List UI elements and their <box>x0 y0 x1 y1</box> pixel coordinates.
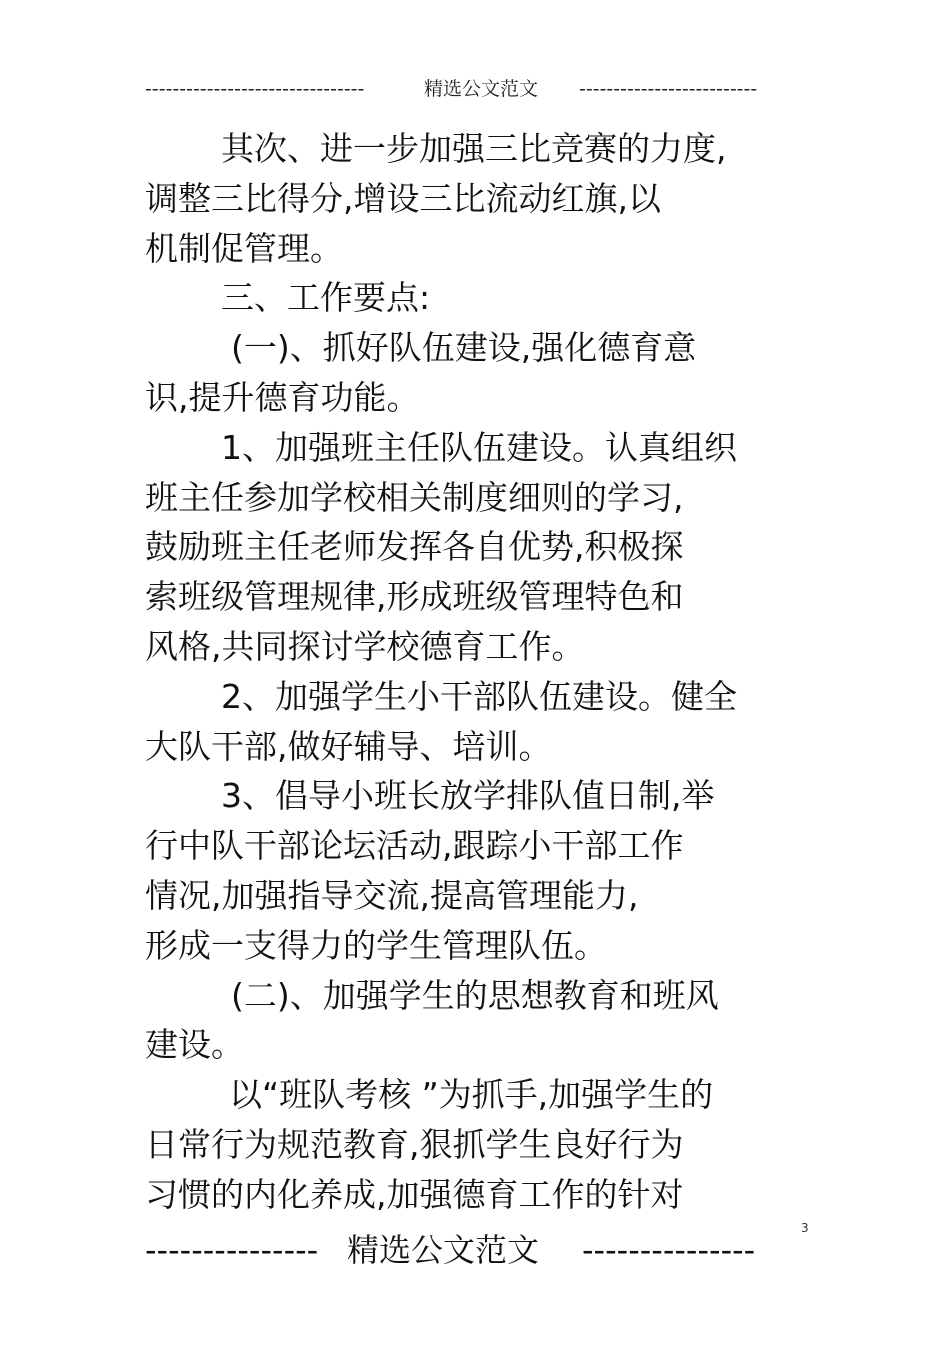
header-title: 精选公文范文 <box>424 78 539 100</box>
paragraph-line: 1、加强班主任队伍建设。认真组织 <box>221 427 737 467</box>
page-number: 3 <box>801 1221 809 1235</box>
paragraph-line: 以“班队考核 ”为抓手,加强学生的 <box>229 1075 714 1115</box>
paragraph-line: 行中队干部论坛活动,跟踪小干部工作 <box>145 826 684 866</box>
subsection-heading: (二)、加强学生的思想教育和班风 <box>231 975 719 1015</box>
paragraph-line: 鼓励班主任老师发挥各自优势,积极探 <box>145 527 684 567</box>
paragraph-line: 建设。 <box>145 1025 244 1065</box>
paragraph-line: 2、加强学生小干部队伍建设。健全 <box>221 676 737 716</box>
paragraph-line: 机制促管理。 <box>145 228 343 268</box>
paragraph-line: 索班级管理规律,形成班级管理特色和 <box>145 577 684 617</box>
header-dashes-left: -------------------------------- <box>145 78 365 100</box>
paragraph-line: 大队干部,做好辅导、培训。 <box>145 726 552 766</box>
paragraph-line: 风格,共同探讨学校德育工作。 <box>145 626 585 666</box>
paragraph-line: 习惯的内化养成,加强德育工作的针对 <box>145 1174 684 1214</box>
paragraph-line: 3、倡导小班长放学排队值日制,举 <box>221 776 715 816</box>
footer-dashes-left: --------------- <box>145 1231 319 1269</box>
paragraph-line: 调整三比得分,增设三比流动红旗,以 <box>145 178 661 218</box>
paragraph-line: 形成一支得力的学生管理队伍。 <box>145 925 607 965</box>
paragraph-line: 其次、进一步加强三比竞赛的力度, <box>221 129 727 168</box>
document-body <box>145 124 785 1220</box>
footer-title: 精选公文范文 <box>347 1231 540 1269</box>
page-footer <box>145 1228 777 1272</box>
section-heading: 三、工作要点: <box>221 278 431 318</box>
paragraph-line: 情况,加强指导交流,提高管理能力, <box>145 875 639 915</box>
subsection-heading: (一)、抓好队伍建设,强化德育意 <box>231 328 697 368</box>
footer-dashes-right: --------------- <box>582 1231 756 1269</box>
paragraph-line: 日常行为规范教育,狠抓学生良好行为 <box>145 1124 684 1164</box>
paragraph-line: 识,提升德育功能。 <box>145 377 420 417</box>
paragraph-line: 班主任参加学校相关制度细则的学习, <box>145 477 684 517</box>
header-dashes-right: -------------------------- <box>579 78 758 100</box>
page-header <box>145 74 777 104</box>
